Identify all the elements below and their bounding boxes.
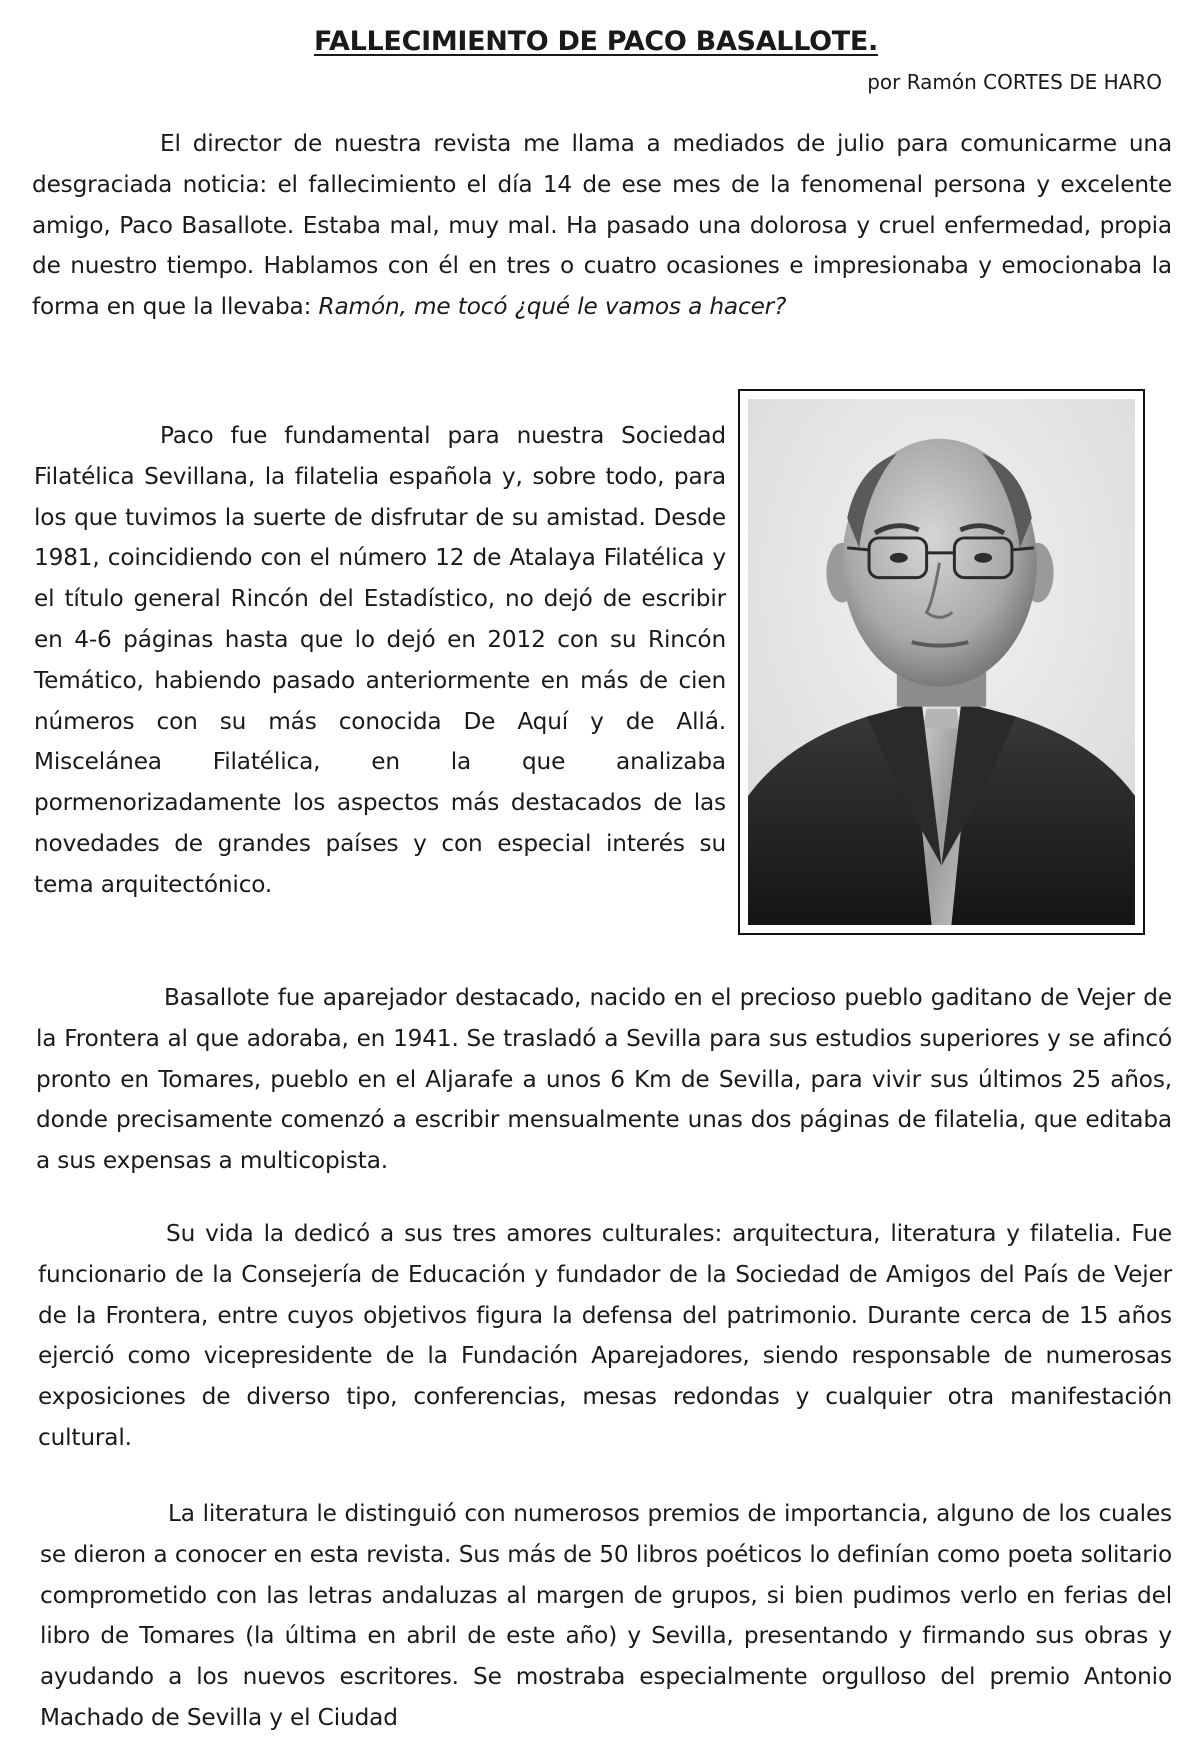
paragraph-5: La literatura le distinguió con numerosos premios de importancia, alguno de los cuales se dieron a conocer en esta revista. Sus más de 50 libros poéticos lo definían como poeta solitario comprometido con las letras andaluzas al margen de grupos, si bien pudimos verlo en ferias del libro de Tomares (la última en abril de este año) y Sevilla, presentando y firmando sus obras y ayudando a los nuevos escritores. Se mostraba especialmente orgulloso del premio Antonio Machado de Sevilla y el Ciudad	[40, 1500, 1172, 1731]
article-title-text: FALLECIMIENTO DE PACO BASALLOTE.	[313, 26, 879, 57]
paragraph-1-quote: Ramón, me tocó ¿qué le vamos a hacer?	[318, 293, 787, 321]
paragraph-2: Paco fue fundamental para nuestra Sociedad Filatélica Sevillana, la filatelia española y, sobre todo, para los que tuvimos la suerte de disfrutar de su amistad. Desde 1981, coincidiendo con el número 12 de Atalaya Filatélica y el título general Rincón del Estadístico, no dejó de escribir en 4-6 páginas hasta que lo dejó en 2012 con su Rincón Temático, habiendo pasado anteriormente en más de cien números con su más conocida De Aquí y de Allá. Miscelánea Filatélica, en la que analizaba pormenorizadamente los aspectos más destacados de las novedades de grandes países y con especial interés su tema arquitectónico.	[34, 422, 726, 898]
paragraph-1-text: El director de nuestra revista me llama a mediados de julio para comunicarme una desgraciada noticia: el fallecimiento el día 14 de ese mes de la fenomenal persona y excelente amigo, Paco Basallote. Estaba mal, muy mal. Ha pasado una dolorosa y cruel enfermedad, propia de nuestro tiempo. Hablamos con él en tres o cuatro ocasiones e impresionaba y emocionaba la forma en que la llevaba:	[32, 130, 1172, 321]
portrait-illustration	[748, 399, 1135, 925]
paragraph-1	[32, 124, 1172, 328]
paragraph-3: Basallote fue aparejador destacado, nacido en el precioso pueblo gaditano de Vejer de la Frontera al que adoraba, en 1941. Se trasladó a Sevilla para sus estudios superiores y se afincó pronto en Tomares, pueblo en el Aljarafe a unos 6 Km de Sevilla, para vivir sus últimos 25 años, donde precisamente comenzó a escribir mensualmente unas dos páginas de filatelia, que editaba a sus expensas a multicopista.	[36, 984, 1172, 1175]
paragraph-4: Su vida la dedicó a sus tres amores culturales: arquitectura, literatura y filatelia. Fue funcionario de la Consejería de Educación y fundador de la Sociedad de Amigos del País de Vejer de la Frontera, entre cuyos objetivos figura la defensa del patrimonio. Durante cerca de 15 años ejerció como vicepresidente de la Fundación Aparejadores, siendo responsable de numerosas exposiciones de diverso tipo, conferencias, mesas redondas y cualquier otra manifestación cultural.	[38, 1220, 1172, 1451]
article-title	[0, 26, 1200, 57]
portrait-photo	[748, 399, 1135, 925]
article-byline: por Ramón CORTES DE HARO	[867, 70, 1162, 94]
portrait-photo-frame	[738, 389, 1145, 935]
